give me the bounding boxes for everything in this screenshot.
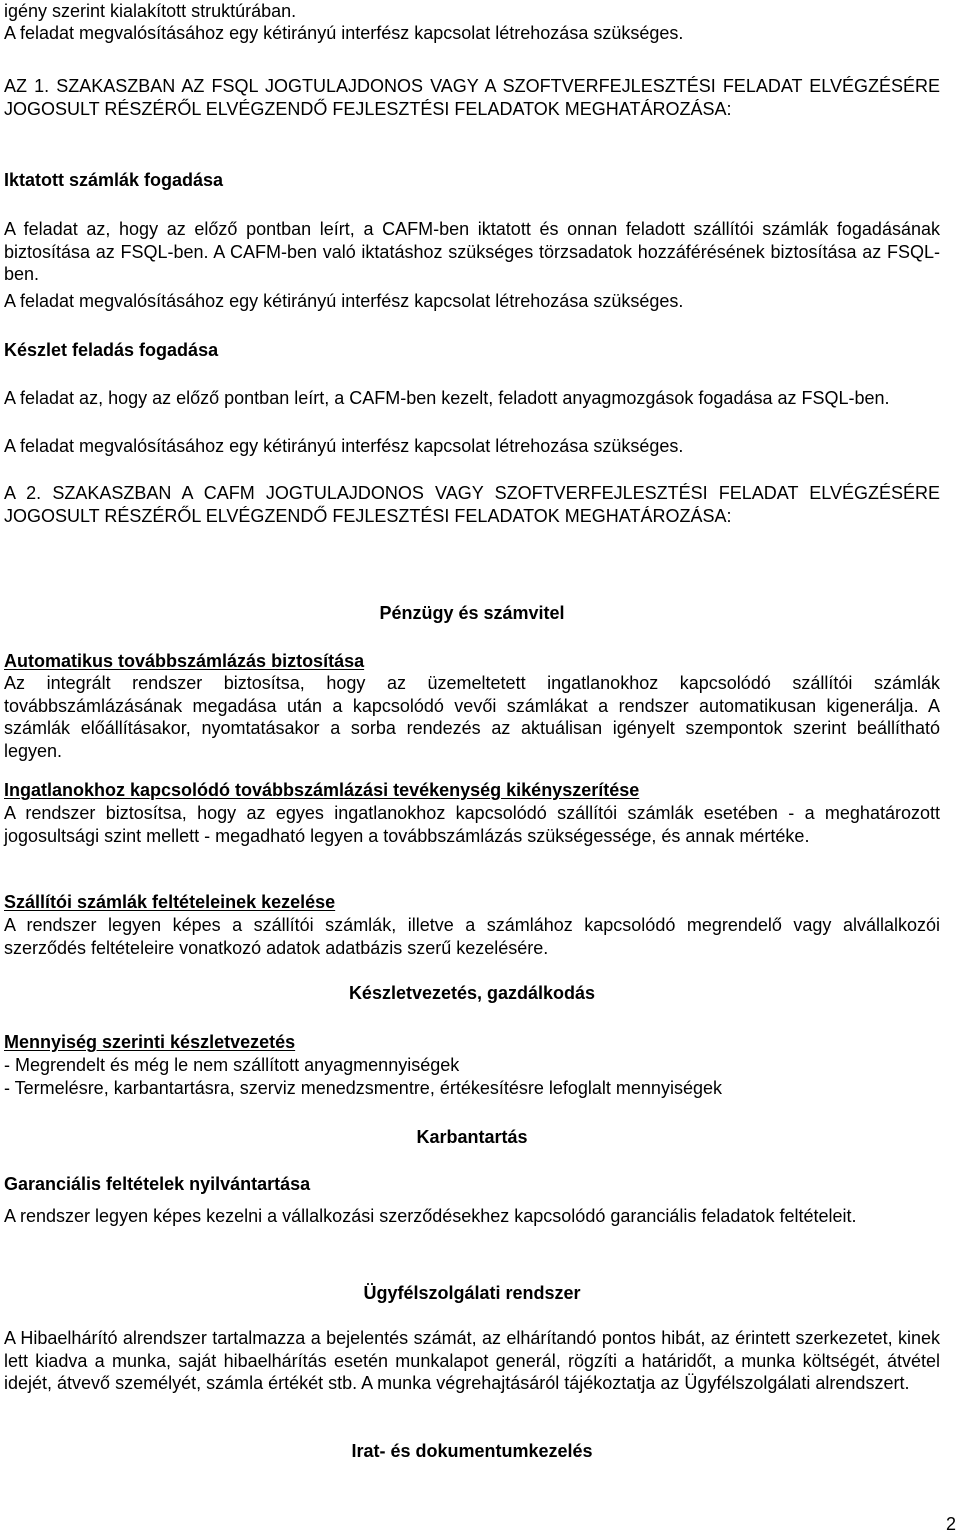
keszletvezetes-heading: Készletvezetés, gazdálkodás (348, 983, 596, 1003)
mennyiseg-title: Mennyiség szerinti készletvezetés (4, 1032, 296, 1052)
iktatott-szamlak-note: A feladat megvalósításához egy kétirányú interfész kapcsolat létrehozása szükséges. (4, 291, 684, 311)
section-1-heading: AZ 1. SZAKASZBAN AZ FSQL JOGTULAJDONOS VAGY A SZOFTVERFEJLESZTÉSI FELADAT ELVÉGZÉSÉRE JOGOSULT RÉSZÉRŐL ELVÉGZENDŐ FEJLESZTÉSI FELADATOK MEGHATÁROZÁSA: (4, 76, 940, 119)
ugyfelszolgalat-heading: Ügyfélszolgálati rendszer (363, 1283, 581, 1303)
garancialis-title: Garanciális feltételek nyilvántartása (4, 1174, 311, 1194)
intro-line-1: igény szerint kialakított struktúrában. (4, 1, 297, 21)
keszlet-feladas-note: A feladat megvalósításához egy kétirányú interfész kapcsolat létrehozása szükséges. (4, 436, 684, 456)
szallitoi-feltetelek-body: A rendszer legyen képes a szállítói számlák, illetve a számlához kapcsolódó megrendelő vagy alvállalkozói szerződés feltételeire vonatkozó adatok adatbázis szerű kezelésére. (4, 915, 940, 958)
keszlet-feladas-body: A feladat az, hogy az előző pontban leírt, a CAFM-ben kezelt, feladott anyagmozgások fogadása az FSQL-ben. (4, 388, 890, 408)
inventory-bullet-2: - Termelésre, karbantartásra, szerviz menedzsmentre, értékesítésre lefoglalt mennyiségek (4, 1078, 722, 1098)
section-2-heading: A 2. SZAKASZBAN A CAFM JOGTULAJDONOS VAGY SZOFTVERFEJLESZTÉSI FELADAT ELVÉGZÉSÉRE JOGOSULT RÉSZÉRŐL ELVÉGZENDŐ FEJLESZTÉSI FELADATOK MEGHATÁROZÁSA: (4, 483, 940, 526)
karbantartas-heading: Karbantartás (416, 1127, 528, 1147)
ugyfelszolgalat-body: A Hibaelhárító alrendszer tartalmazza a bejelentés számát, az elhárítandó pontos hibát, az érintett szerkezetet, kinek lett kiadva a munka, saját hibaelhárítás esetén munkalapot generál, rögzíti a határidőt, a munka költségét, átvétel idejét, átvevő személyét, számla értékét stb. A munka végrehajtásáról tájékoztatja az Ügyfélszolgálati alrendszert. (4, 1328, 940, 1393)
kikenyszerites-title: Ingatlanokhoz kapcsolódó továbbszámlázási tevékenység kikényszerítése (4, 780, 640, 800)
keszlet-feladas-title: Készlet feladás fogadása (4, 340, 219, 360)
penzugy-heading: Pénzügy és számvitel (379, 603, 565, 623)
tovabbszamlazas-body: Az integrált rendszer biztosítsa, hogy az üzemeltetett ingatlanokhoz kapcsolódó szállítói számlák továbbszámlázásának megadása után a kapcsolódó vevői számlákat a rendszer automatikusan kigenerálja. A számlák előállításakor, nyomtatásakor a sorba rendezés az aktuálisan igényelt szempontok szerint beállítható legyen. (4, 673, 940, 761)
szallitoi-feltetelek-title: Szállítói számlák feltételeinek kezelése (4, 892, 336, 912)
kikenyszerites-body: A rendszer biztosítsa, hogy az egyes ingatlanokhoz kapcsolódó szállítói számlák esetében - a meghatározott jogosultsági szint mellett - megadható legyen a továbbszámlázás szükségessége, és annak mértéke. (4, 803, 940, 846)
iktatott-szamlak-body: A feladat az, hogy az előző pontban leírt, a CAFM-ben iktatott és onnan feladott szállítói számlák fogadásának biztosítása az FSQL-ben. A CAFM-ben való iktatáshoz szükséges törzsadatok hozzáférésének biztosítása az FSQL-ben. (4, 219, 940, 284)
irat-dokumentum-heading: Irat- és dokumentumkezelés (351, 1441, 593, 1461)
iktatott-szamlak-title: Iktatott számlák fogadása (4, 170, 224, 190)
page-number: 2 (945, 1514, 956, 1534)
inventory-bullet-1: - Megrendelt és még le nem szállított anyagmennyiségek (4, 1055, 460, 1075)
garancialis-body: A rendszer legyen képes kezelni a vállalkozási szerződésekhez kapcsolódó garanciális feladatok feltételeit. (4, 1206, 857, 1226)
intro-line-2: A feladat megvalósításához egy kétirányú interfész kapcsolat létrehozása szükséges. (4, 23, 684, 43)
tovabbszamlazas-title: Automatikus továbbszámlázás biztosítása (4, 651, 365, 671)
